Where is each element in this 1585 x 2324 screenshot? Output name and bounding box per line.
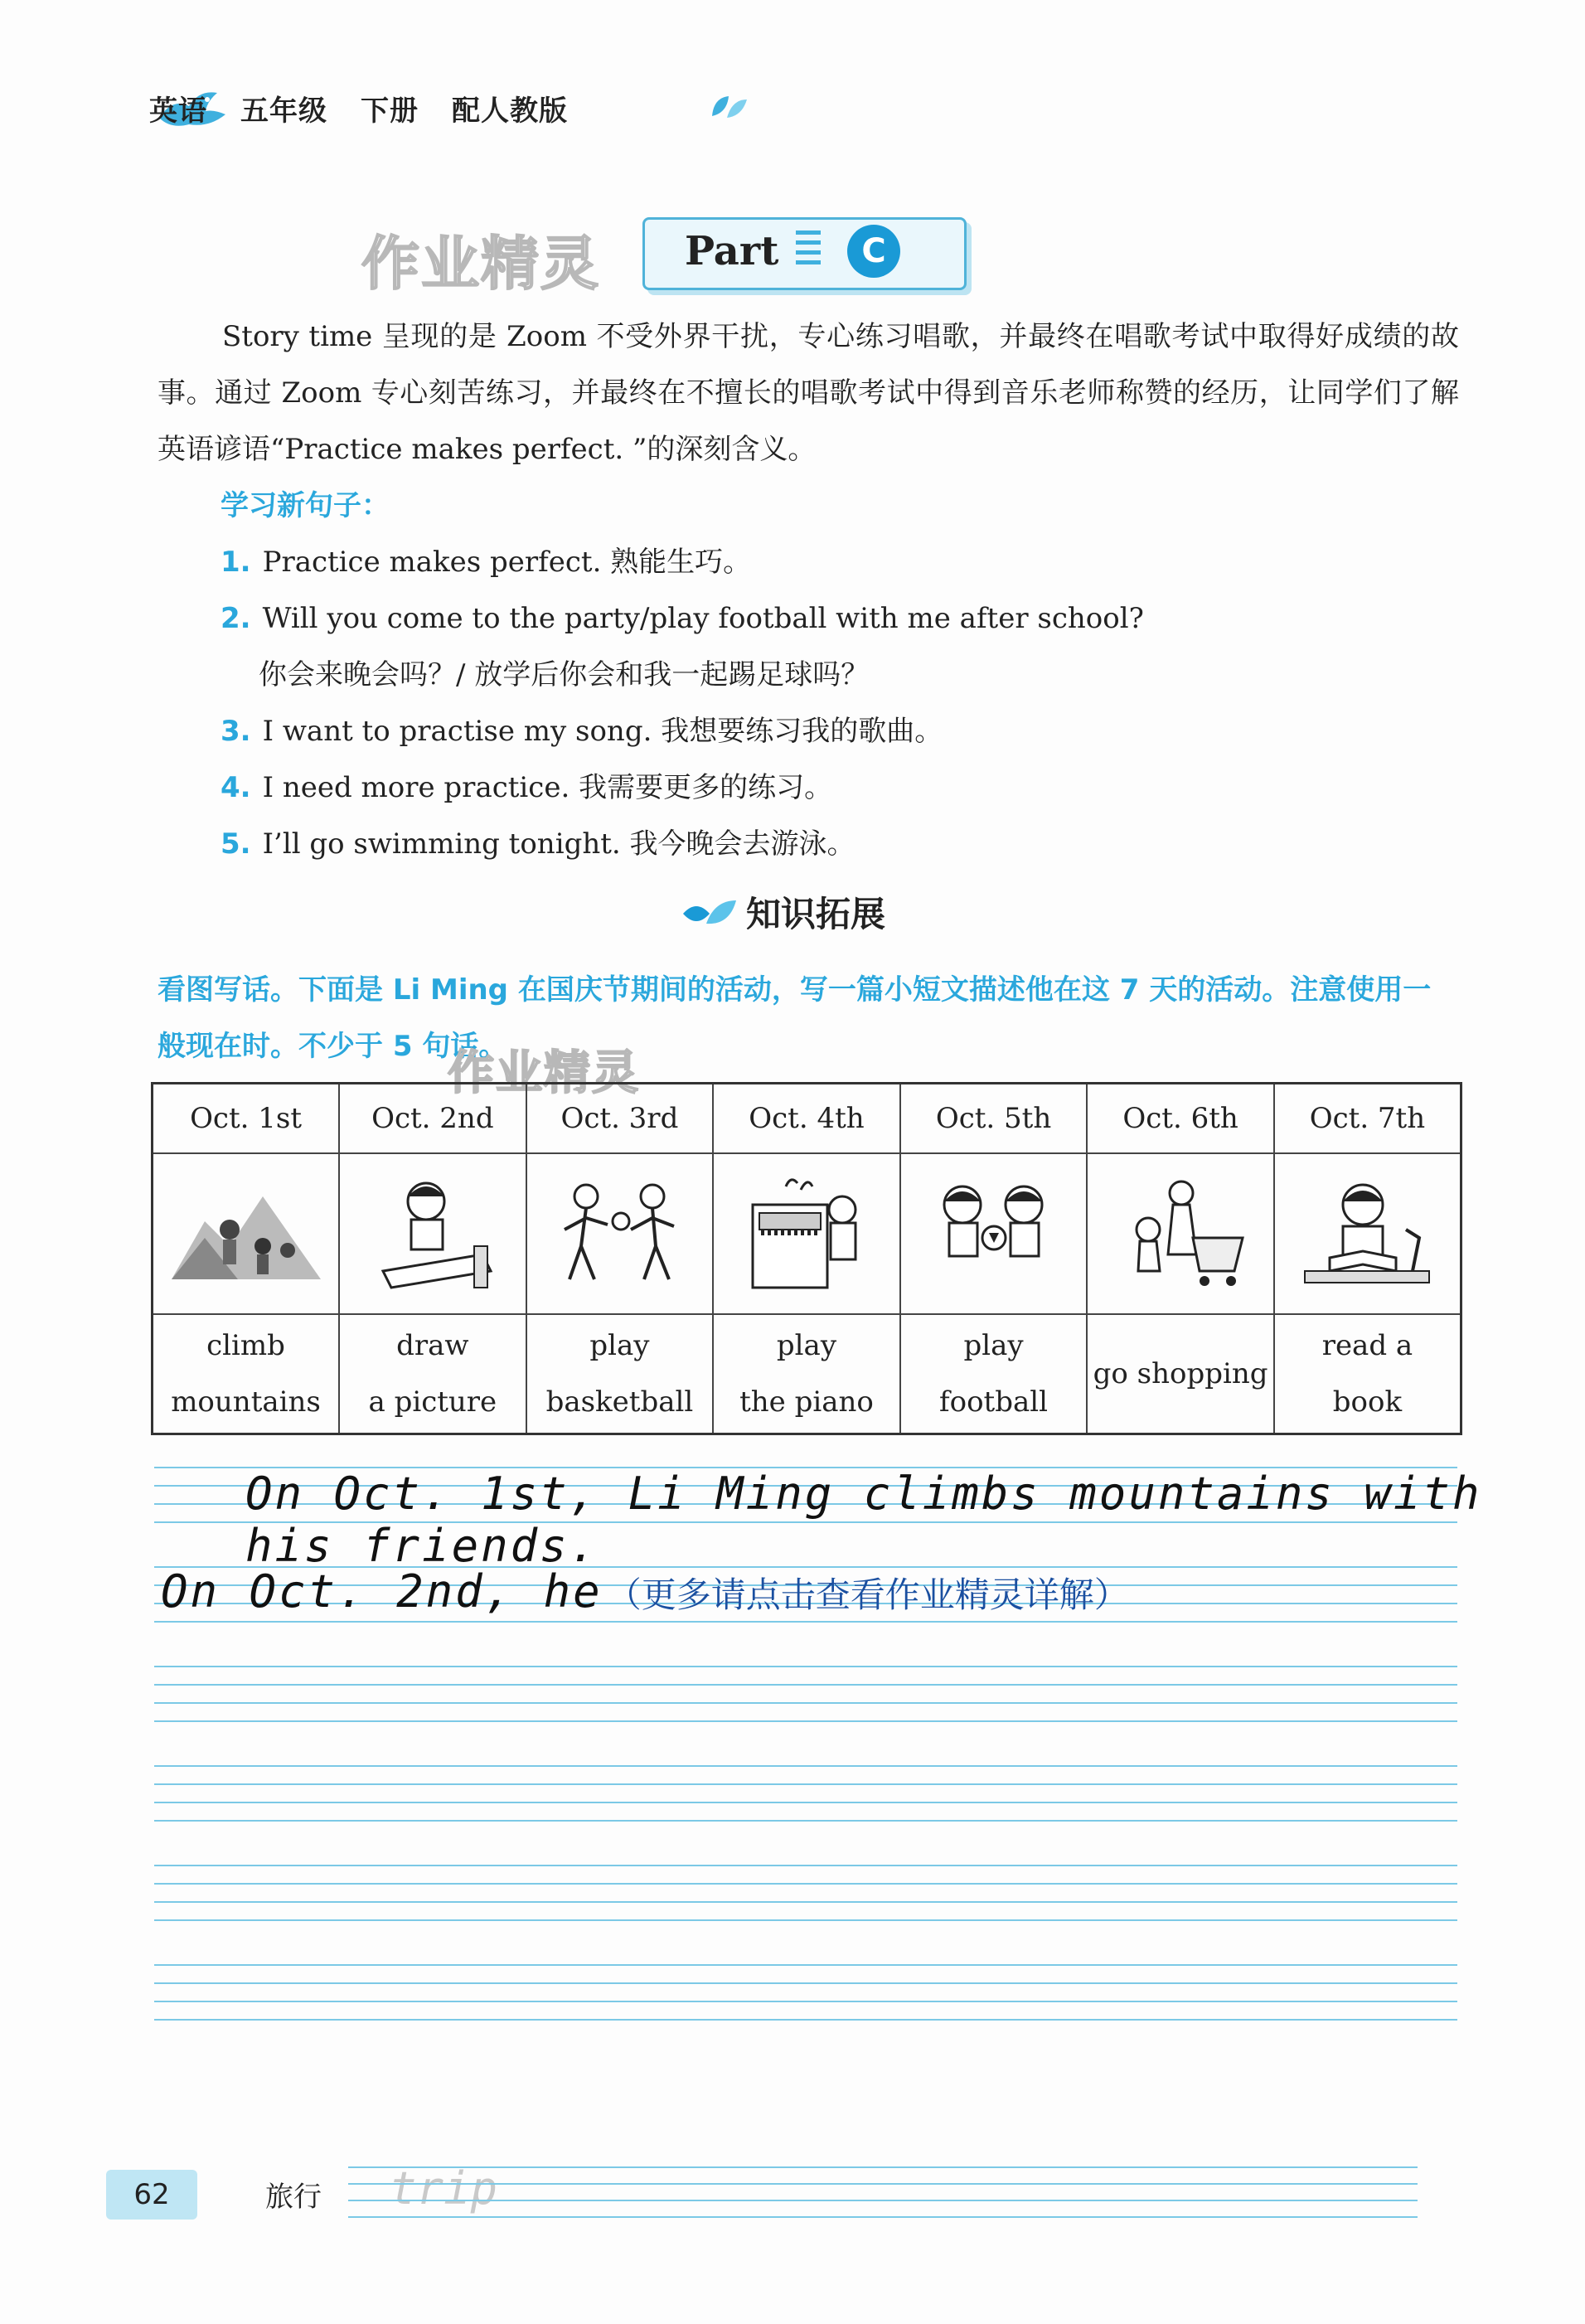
sentence-text: Practice makes perfect. 熟能生巧。 <box>262 546 752 579</box>
activity-line1: play <box>776 1329 837 1362</box>
sentence-2 <box>221 590 1144 647</box>
activity-line1: play <box>963 1329 1024 1362</box>
page-number: 62 <box>106 2170 197 2220</box>
date-cell: Oct. 5th <box>900 1084 1088 1154</box>
picture-row <box>153 1153 1461 1314</box>
draw-picture-illustration <box>366 1172 499 1296</box>
play-piano-illustration <box>736 1172 877 1296</box>
activity-cell <box>526 1314 714 1434</box>
header-volume: 下册 <box>361 94 419 128</box>
activity-line2: basketball <box>545 1385 694 1419</box>
part-letter-badge: C <box>847 225 900 278</box>
activity-line2: football <box>939 1385 1049 1419</box>
activity-line2: a picture <box>368 1385 497 1419</box>
sentence-3 <box>221 703 943 759</box>
header-subject: 英语 <box>149 94 207 128</box>
sentence-text: Will you come to the party/play football with me after school? <box>262 602 1144 635</box>
footer-word-en: trip <box>390 2162 498 2215</box>
extension-title: 知识拓展 <box>746 894 886 934</box>
activity-cell <box>1087 1314 1274 1434</box>
header-edition: 配人教版 <box>452 94 568 128</box>
go-shopping-illustration <box>1110 1172 1251 1296</box>
leaf-section-icon <box>681 895 738 934</box>
activity-cell <box>153 1314 340 1434</box>
activity-line2: the piano <box>739 1385 874 1419</box>
date-cell: Oct. 6th <box>1087 1084 1274 1154</box>
watermark-2: 作业精灵 <box>448 1046 640 1100</box>
book-header <box>149 83 568 133</box>
sentence-text: I’ll go swimming tonight. 我今晚会去游泳。 <box>262 827 856 861</box>
activity-line1: climb <box>206 1329 285 1362</box>
footer-word-cn: 旅行 <box>265 2181 322 2214</box>
activity-cell <box>1274 1314 1461 1434</box>
activity-cell <box>339 1314 526 1434</box>
intro-paragraph: Story time 呈现的是 Zoom 不受外界干扰，专心练习唱歌，并最终在唱歌考试中取得好成绩的故事。通过 Zoom 专心刻苦练习，并最终在不擅长的唱歌考试中得到音乐老师称赞的经历，让同学们了解英语谚语“Practice makes perfect. ”的深刻含义。 <box>158 320 1459 466</box>
read-book-illustration <box>1297 1172 1437 1296</box>
date-cell: Oct. 3rd <box>526 1084 714 1154</box>
date-cell: Oct. 4th <box>713 1084 900 1154</box>
sentence-number: 5. <box>221 827 251 861</box>
stripes-icon <box>796 226 821 275</box>
date-cell: Oct. 7th <box>1274 1084 1461 1154</box>
part-label: Part <box>685 228 779 274</box>
climb-mountains-illustration <box>172 1172 321 1296</box>
sentence-text: I need more practice. 我需要更多的练习。 <box>262 771 833 804</box>
activity-line1: draw <box>396 1329 469 1362</box>
date-row <box>153 1084 1461 1154</box>
answer-line-2 <box>161 1565 1129 1618</box>
activity-cell <box>900 1314 1088 1434</box>
sentence-4 <box>221 759 832 816</box>
sentence-number: 2. <box>221 602 251 635</box>
activity-line1: read a <box>1321 1329 1413 1362</box>
watermark: 作业精灵 <box>361 230 600 298</box>
activity-table <box>151 1082 1462 1435</box>
date-cell: Oct. 1st <box>153 1084 340 1154</box>
play-football-illustration <box>919 1172 1069 1296</box>
leaf-decoration-icon <box>709 93 750 121</box>
writing-task: 看图写话。下面是 Li Ming 在国庆节期间的活动，写一篇小短文描述他在这 7 天的活动。注意使用一般现在时。不少于 5 句话。 <box>158 973 1432 1063</box>
sentence-1 <box>221 534 751 590</box>
answer-line-1: On Oct. 1st, Li Ming climbs mountains with his friends. <box>245 1468 1482 1572</box>
activity-cell <box>713 1314 900 1434</box>
activity-line2: book <box>1332 1385 1403 1419</box>
sentence-2-translation: 你会来晚会吗？/ 放学后你会和我一起踢足球吗？ <box>259 658 870 691</box>
sentence-text: I want to practise my song. 我想要练习我的歌曲。 <box>262 715 943 748</box>
sentence-number: 1. <box>221 546 251 579</box>
more-details-link[interactable]: （更多请点击查看作业精灵详解） <box>606 1574 1129 1615</box>
play-basketball-illustration <box>545 1172 694 1296</box>
date-cell: Oct. 2nd <box>339 1084 526 1154</box>
sentence-5 <box>221 816 856 872</box>
activity-line1: play <box>589 1329 650 1362</box>
activity-line1: go shopping <box>1093 1357 1268 1390</box>
sentence-number: 4. <box>221 771 251 804</box>
header-grade: 五年级 <box>240 94 327 128</box>
answer-text: On Oct. 2nd, he <box>161 1565 603 1618</box>
sentence-number: 3. <box>221 715 251 748</box>
activity-line2: mountains <box>171 1385 321 1419</box>
activity-row <box>153 1314 1461 1434</box>
new-sentences-heading: 学习新句子： <box>221 489 390 522</box>
footer-lines <box>348 2161 1418 2227</box>
